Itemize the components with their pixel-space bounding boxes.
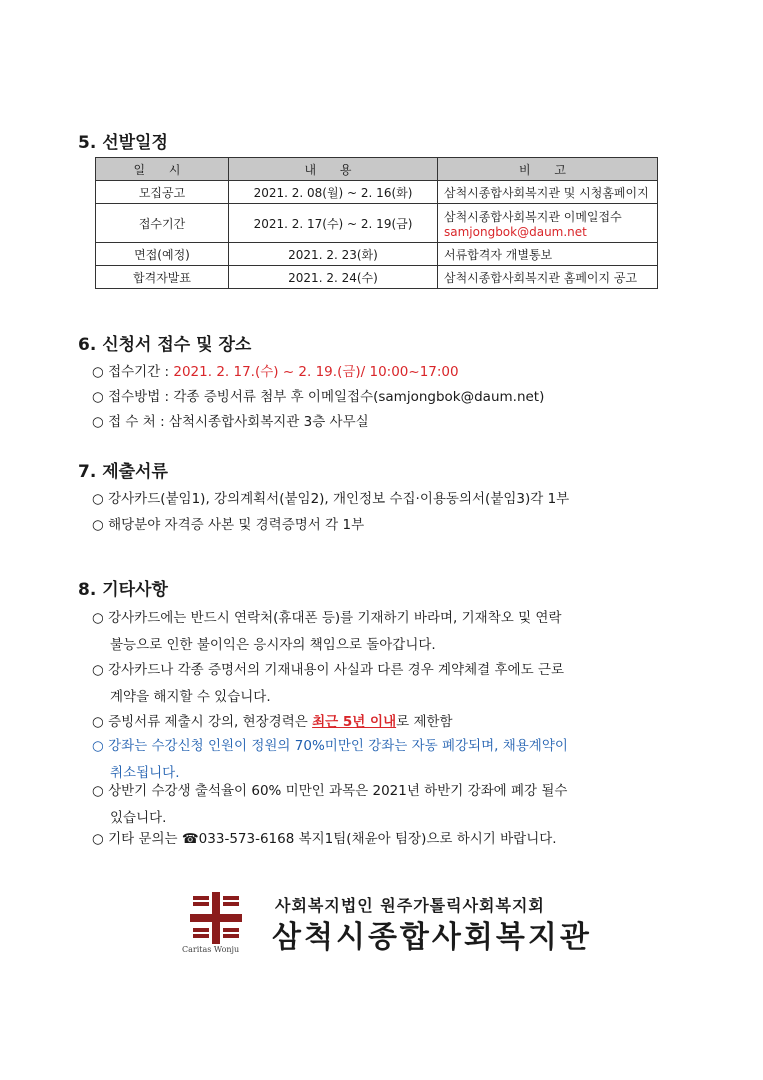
notice-line: ○ 상반기 수강생 출석율이 60% 미만인 과목은 2021년 하반기 강좌에 폐강 될수 [92, 783, 568, 799]
table-row [96, 266, 658, 289]
notice-item [92, 605, 698, 659]
notice-line: ○ 강사카드에는 반드시 연락처(휴대폰 등)를 기재하기 바라며, 기재착오 및 연락 [92, 610, 562, 626]
table-header: 비 고 [438, 158, 658, 181]
table-cell: 서류합격자 개별통보 [438, 243, 658, 266]
application-period-label: ○ 접수기간 : [92, 364, 174, 380]
section6-title: 6. 신청서 접수 및 장소 [78, 335, 252, 355]
logo-caption: Caritas Wonju [182, 945, 240, 954]
table-cell: 삼척시종합사회복지관 홈페이지 공고 [438, 266, 658, 289]
application-method: ○ 접수방법 : 각종 증빙서류 첨부 후 이메일접수(samjongbok@daum.net) [92, 389, 545, 405]
notice-line: 있습니다. [110, 810, 167, 826]
schedule-table [95, 157, 658, 289]
application-period [92, 360, 459, 380]
table-cell: 접수기간 [96, 204, 229, 243]
document-item: ○ 강사카드(붙임1), 강의계획서(붙임2), 개인정보 수집·이용동의서(붙임3)각 1부 [92, 491, 570, 507]
notice-item [92, 778, 698, 832]
application-period-value: 2021. 2. 17.(수) ~ 2. 19.(금)/ 10:00~17:00 [173, 364, 459, 380]
notice-item: ○ 기타 문의는 ☎033-573-6168 복지1팀(채윤아 팀장)으로 하시기 바랍니다. [92, 831, 557, 847]
notice-item [92, 657, 698, 711]
email-link[interactable]: samjongbok@daum.net [444, 224, 587, 239]
notice-line: 취소됩니다. [110, 765, 180, 781]
table-cell-text: 삼척시종합사회복지관 이메일접수 [444, 209, 622, 224]
section7-title: 7. 제출서류 [78, 462, 168, 482]
table-cell: 2021. 2. 17(수) ~ 2. 19(금) [229, 204, 438, 243]
application-place: ○ 접 수 처 : 삼척시종합사회복지관 3층 사무실 [92, 414, 369, 430]
notice-emphasis: 최근 5년 이내 [312, 714, 397, 730]
table-header: 내 용 [229, 158, 438, 181]
table-row [96, 181, 658, 204]
section5-title: 5. 선발일정 [78, 133, 168, 153]
notice-item [92, 709, 698, 736]
table-cell: 2021. 2. 23(화) [229, 243, 438, 266]
notice-line: ○ 강좌는 수강신청 인원이 정원의 70%미만인 강좌는 자동 폐강되며, 채용계약이 [92, 738, 568, 754]
table-header: 일 시 [96, 158, 229, 181]
table-cell [438, 204, 658, 243]
notice-line: ○ 강사카드나 각종 증명서의 기재내용이 사실과 다른 경우 계약체결 후에도 근로 [92, 662, 565, 678]
table-header-row [96, 158, 658, 181]
table-cell: 2021. 2. 24(수) [229, 266, 438, 289]
table-cell: 2021. 2. 08(월) ~ 2. 16(화) [229, 181, 438, 204]
notice-text: ○ 증빙서류 제출시 강의, 현장경력은 [92, 714, 313, 730]
notice-text: 로 제한함 [396, 714, 453, 730]
table-row [96, 204, 658, 243]
table-row [96, 243, 658, 266]
table-cell: 삼척시종합사회복지관 및 시청홈페이지 [438, 181, 658, 204]
document-item: ○ 해당분야 자격증 사본 및 경력증명서 각 1부 [92, 517, 365, 533]
notice-line: 불능으로 인한 불이익은 응시자의 책임으로 돌아갑니다. [110, 637, 436, 653]
notice-line: 계약을 해지할 수 있습니다. [110, 689, 271, 705]
org-parent-name: 사회복지법인 원주가톨릭사회복지회 [275, 896, 545, 915]
section8-title: 8. 기타사항 [78, 580, 168, 600]
table-cell: 합격자발표 [96, 266, 229, 289]
table-cell: 면접(예정) [96, 243, 229, 266]
org-name: 삼척시종합사회복지관 [272, 920, 592, 955]
table-cell: 모집공고 [96, 181, 229, 204]
